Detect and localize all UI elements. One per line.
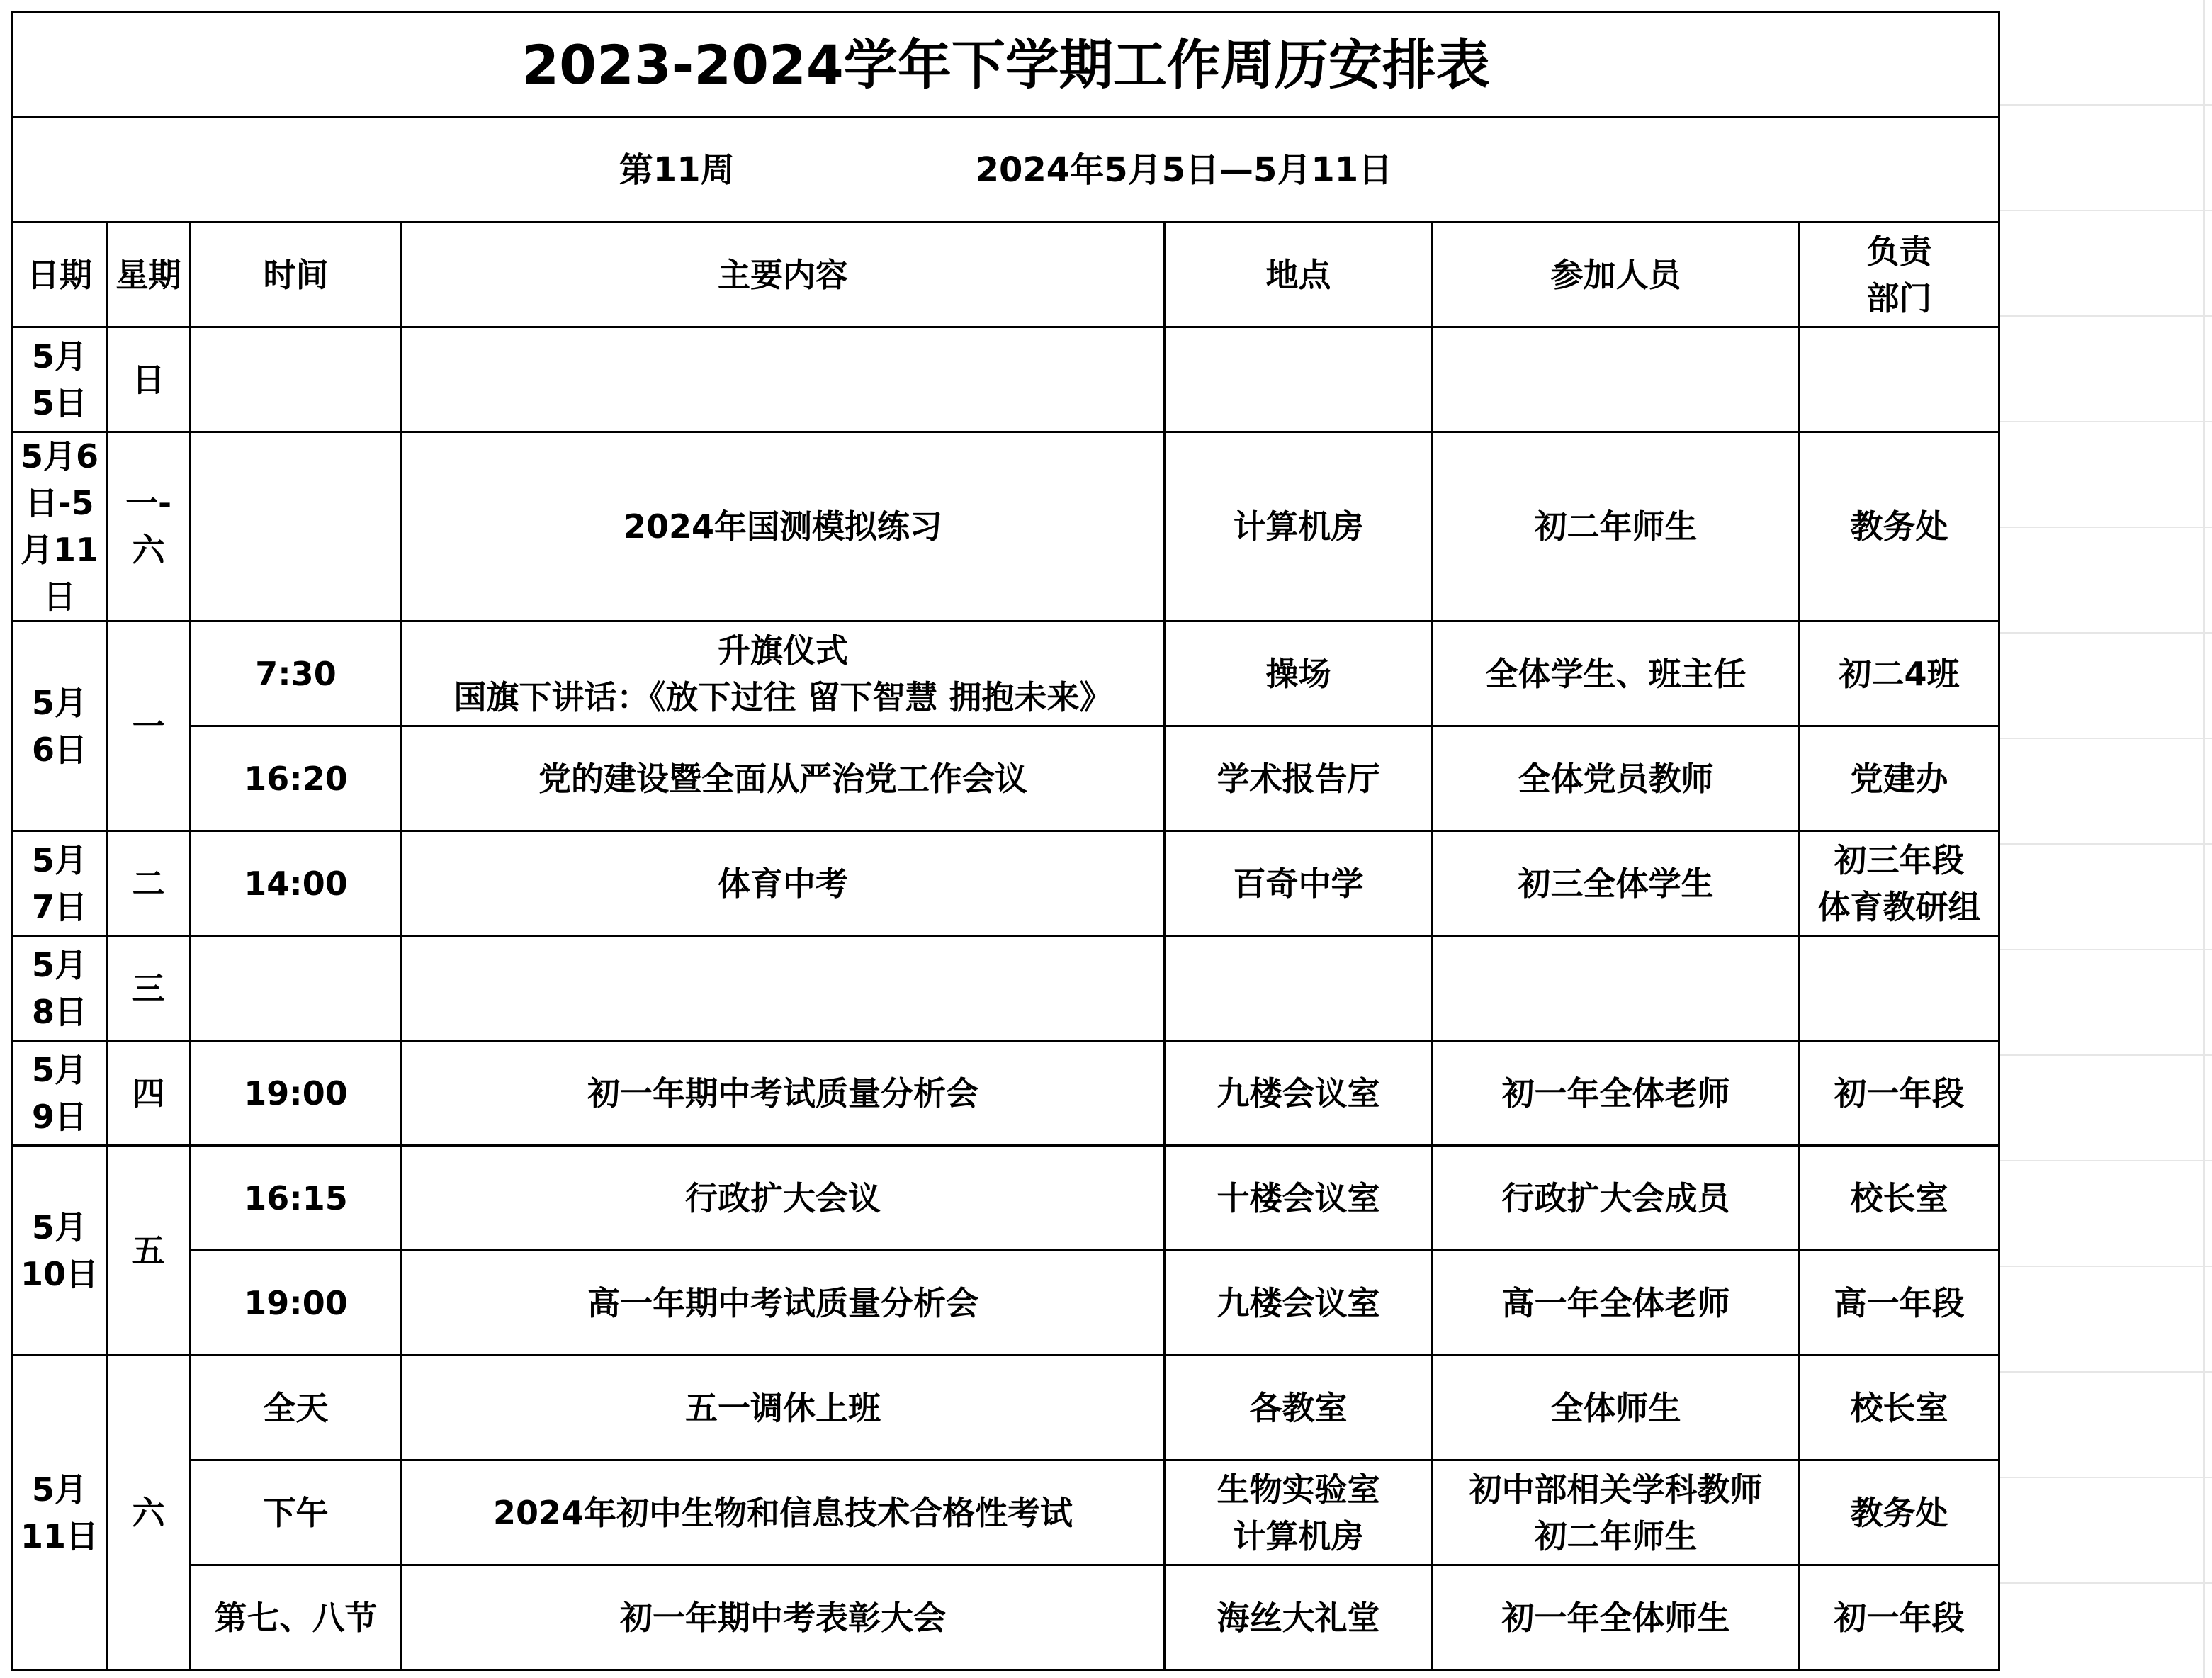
content-cell: 党的建设暨全面从严治党工作会议: [402, 726, 1165, 831]
header-row: [13, 223, 1999, 327]
time-cell: 19:00: [191, 1041, 402, 1146]
week-info: [13, 118, 1999, 223]
date-cell: 5月 8日: [13, 936, 107, 1041]
dept-cell: 初一年段: [1800, 1041, 1999, 1146]
time-cell: 7:30: [191, 621, 402, 726]
table-row: [13, 1565, 1999, 1670]
dept-cell: 初一年段: [1800, 1565, 1999, 1670]
table-row: [13, 936, 1999, 1041]
table-row: [13, 1251, 1999, 1356]
title-row: [13, 13, 1999, 118]
content-cell: 体育中考: [402, 831, 1165, 936]
participants-cell: 初一年全体老师: [1433, 1041, 1800, 1146]
participants-cell: [1433, 936, 1800, 1041]
week-number: 第11周: [619, 150, 735, 190]
time-cell: [191, 936, 402, 1041]
time-cell: [191, 327, 402, 432]
participants-cell: 初二年师生: [1433, 432, 1800, 621]
spreadsheet-column-line: [2203, 0, 2205, 1678]
date-cell: 5月 11日: [13, 1356, 107, 1670]
participants-cell: 初中部相关学科教师 初二年师生: [1433, 1460, 1800, 1565]
location-cell: 海丝大礼堂: [1165, 1565, 1433, 1670]
week-range: 2024年5月5日—5月11日: [975, 150, 1393, 190]
header-time: 时间: [191, 223, 402, 327]
time-cell: 19:00: [191, 1251, 402, 1356]
weekday-cell: 日: [107, 327, 191, 432]
location-cell: [1165, 936, 1433, 1041]
date-cell: 5月 10日: [13, 1146, 107, 1356]
content-cell: 2024年国测模拟练习: [402, 432, 1165, 621]
time-cell: 第七、八节: [191, 1565, 402, 1670]
page-title: 2023-2024学年下学期工作周历安排表: [13, 13, 1999, 118]
table-row: [13, 1356, 1999, 1460]
dept-cell: [1800, 327, 1999, 432]
time-cell: 下午: [191, 1460, 402, 1565]
content-cell: 2024年初中生物和信息技术合格性考试: [402, 1460, 1165, 1565]
weekday-cell: 四: [107, 1041, 191, 1146]
dept-cell: 校长室: [1800, 1356, 1999, 1460]
location-cell: 十楼会议室: [1165, 1146, 1433, 1251]
table-row: [13, 726, 1999, 831]
dept-cell: 初三年段 体育教研组: [1800, 831, 1999, 936]
header-dept: 负责 部门: [1800, 223, 1999, 327]
table-row: [13, 1146, 1999, 1251]
location-cell: 学术报告厅: [1165, 726, 1433, 831]
date-cell: 5月6 日-5 月11 日: [13, 432, 107, 621]
content-cell: 初一年期中考试质量分析会: [402, 1041, 1165, 1146]
participants-cell: 全体学生、班主任: [1433, 621, 1800, 726]
time-cell: 全天: [191, 1356, 402, 1460]
dept-cell: [1800, 936, 1999, 1041]
dept-cell: 校长室: [1800, 1146, 1999, 1251]
content-cell: 初一年期中考表彰大会: [402, 1565, 1165, 1670]
table-row: [13, 621, 1999, 726]
header-weekday: 星期: [107, 223, 191, 327]
spreadsheet-gridlines: [1998, 0, 2212, 1678]
time-cell: [191, 432, 402, 621]
participants-cell: 行政扩大会成员: [1433, 1146, 1800, 1251]
location-cell: 操场: [1165, 621, 1433, 726]
table-row: [13, 432, 1999, 621]
location-cell: 生物实验室 计算机房: [1165, 1460, 1433, 1565]
weekday-cell: 一- 六: [107, 432, 191, 621]
location-cell: 各教室: [1165, 1356, 1433, 1460]
location-cell: 百奇中学: [1165, 831, 1433, 936]
header-content: 主要内容: [402, 223, 1165, 327]
dept-cell: 党建办: [1800, 726, 1999, 831]
dept-cell: 教务处: [1800, 1460, 1999, 1565]
time-cell: 14:00: [191, 831, 402, 936]
dept-cell: 初二4班: [1800, 621, 1999, 726]
content-cell: 高一年期中考试质量分析会: [402, 1251, 1165, 1356]
weekday-cell: 一: [107, 621, 191, 831]
content-cell: 升旗仪式 国旗下讲话：《放下过往 留下智慧 拥抱未来》: [402, 621, 1165, 726]
week-row: [13, 118, 1999, 223]
participants-cell: 初一年全体师生: [1433, 1565, 1800, 1670]
date-cell: 5月 9日: [13, 1041, 107, 1146]
time-cell: 16:20: [191, 726, 402, 831]
content-cell: [402, 327, 1165, 432]
weekday-cell: 五: [107, 1146, 191, 1356]
header-location: 地点: [1165, 223, 1433, 327]
header-date: 日期: [13, 223, 107, 327]
header-participants: 参加人员: [1433, 223, 1800, 327]
content-cell: 行政扩大会议: [402, 1146, 1165, 1251]
table-row: [13, 327, 1999, 432]
dept-cell: 高一年段: [1800, 1251, 1999, 1356]
weekday-cell: 三: [107, 936, 191, 1041]
participants-cell: [1433, 327, 1800, 432]
location-cell: [1165, 327, 1433, 432]
table-row: [13, 1460, 1999, 1565]
date-cell: 5月 5日: [13, 327, 107, 432]
participants-cell: 全体师生: [1433, 1356, 1800, 1460]
participants-cell: 高一年全体老师: [1433, 1251, 1800, 1356]
dept-cell: 教务处: [1800, 432, 1999, 621]
table-row: [13, 831, 1999, 936]
location-cell: 九楼会议室: [1165, 1251, 1433, 1356]
participants-cell: 初三全体学生: [1433, 831, 1800, 936]
schedule-table: [11, 11, 2000, 1671]
table-row: [13, 1041, 1999, 1146]
date-cell: 5月 7日: [13, 831, 107, 936]
location-cell: 九楼会议室: [1165, 1041, 1433, 1146]
time-cell: 16:15: [191, 1146, 402, 1251]
weekday-cell: 二: [107, 831, 191, 936]
content-cell: 五一调休上班: [402, 1356, 1165, 1460]
date-cell: 5月 6日: [13, 621, 107, 831]
participants-cell: 全体党员教师: [1433, 726, 1800, 831]
weekday-cell: 六: [107, 1356, 191, 1670]
content-cell: [402, 936, 1165, 1041]
location-cell: 计算机房: [1165, 432, 1433, 621]
